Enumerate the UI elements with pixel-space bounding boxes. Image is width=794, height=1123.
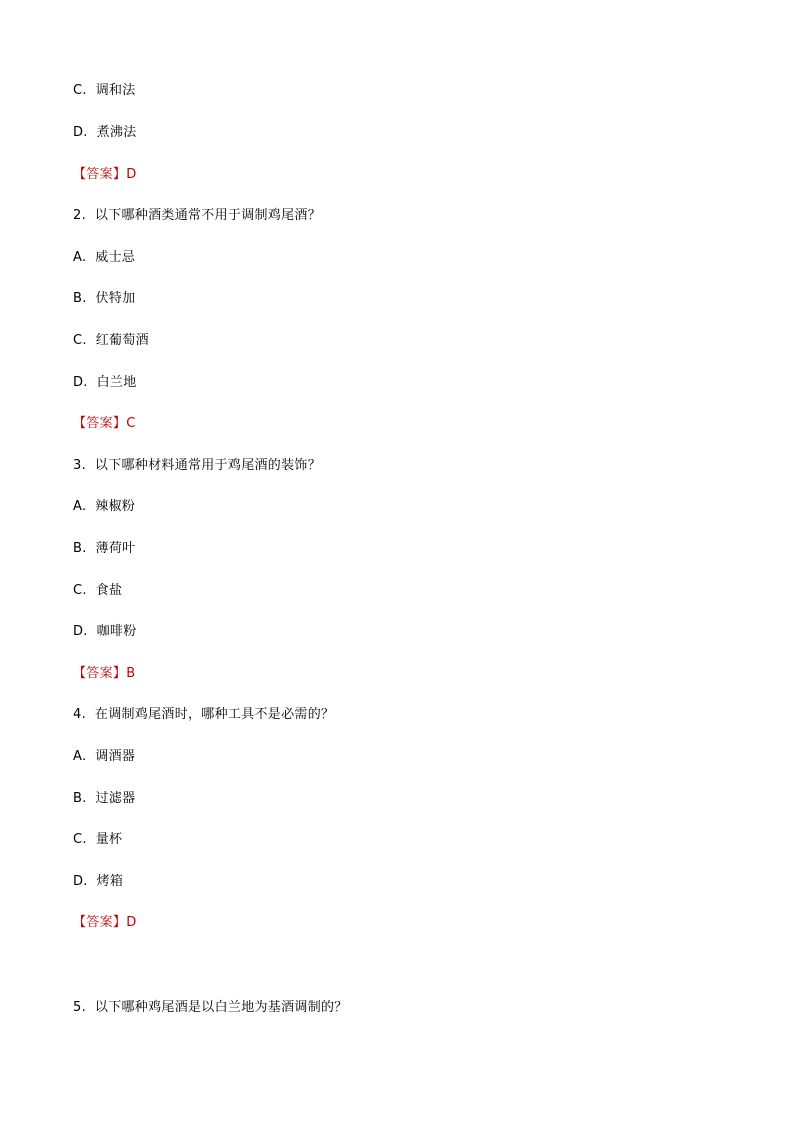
q1-option-c: C. 调和法: [73, 83, 136, 98]
q3-option-b: B. 薄荷叶: [73, 541, 136, 556]
q4-option-c: C. 量杯: [73, 832, 123, 847]
q4-option-b: B. 过滤器: [73, 791, 136, 806]
q4-answer: 【答案】D: [73, 915, 137, 930]
q1-answer: 【答案】D: [73, 167, 137, 182]
q2-option-a: A. 威士忌: [73, 250, 136, 265]
q4-option-a: A. 调酒器: [73, 749, 136, 764]
q1-option-d: D. 煮沸法: [73, 125, 137, 140]
q2-option-b: B. 伏特加: [73, 291, 136, 306]
q5-question: 5. 以下哪种鸡尾酒是以白兰地为基酒调制的？: [73, 1000, 348, 1015]
q2-option-c: C. 红葡萄酒: [73, 333, 149, 348]
q4-question: 4. 在调制鸡尾酒时，哪种工具不是必需的？: [73, 707, 335, 722]
q2-answer: 【答案】C: [73, 416, 136, 431]
q3-answer: 【答案】B: [73, 666, 136, 681]
q3-option-a: A. 辣椒粉: [73, 499, 136, 514]
q3-question: 3. 以下哪种材料通常用于鸡尾酒的装饰？: [73, 458, 321, 473]
q3-option-d: D. 咖啡粉: [73, 624, 137, 639]
q3-option-c: C. 食盐: [73, 583, 123, 598]
q2-question: 2. 以下哪种酒类通常不用于调制鸡尾酒？: [73, 208, 321, 223]
q4-option-d: D. 烤箱: [73, 874, 124, 889]
q2-option-d: D. 白兰地: [73, 375, 137, 390]
